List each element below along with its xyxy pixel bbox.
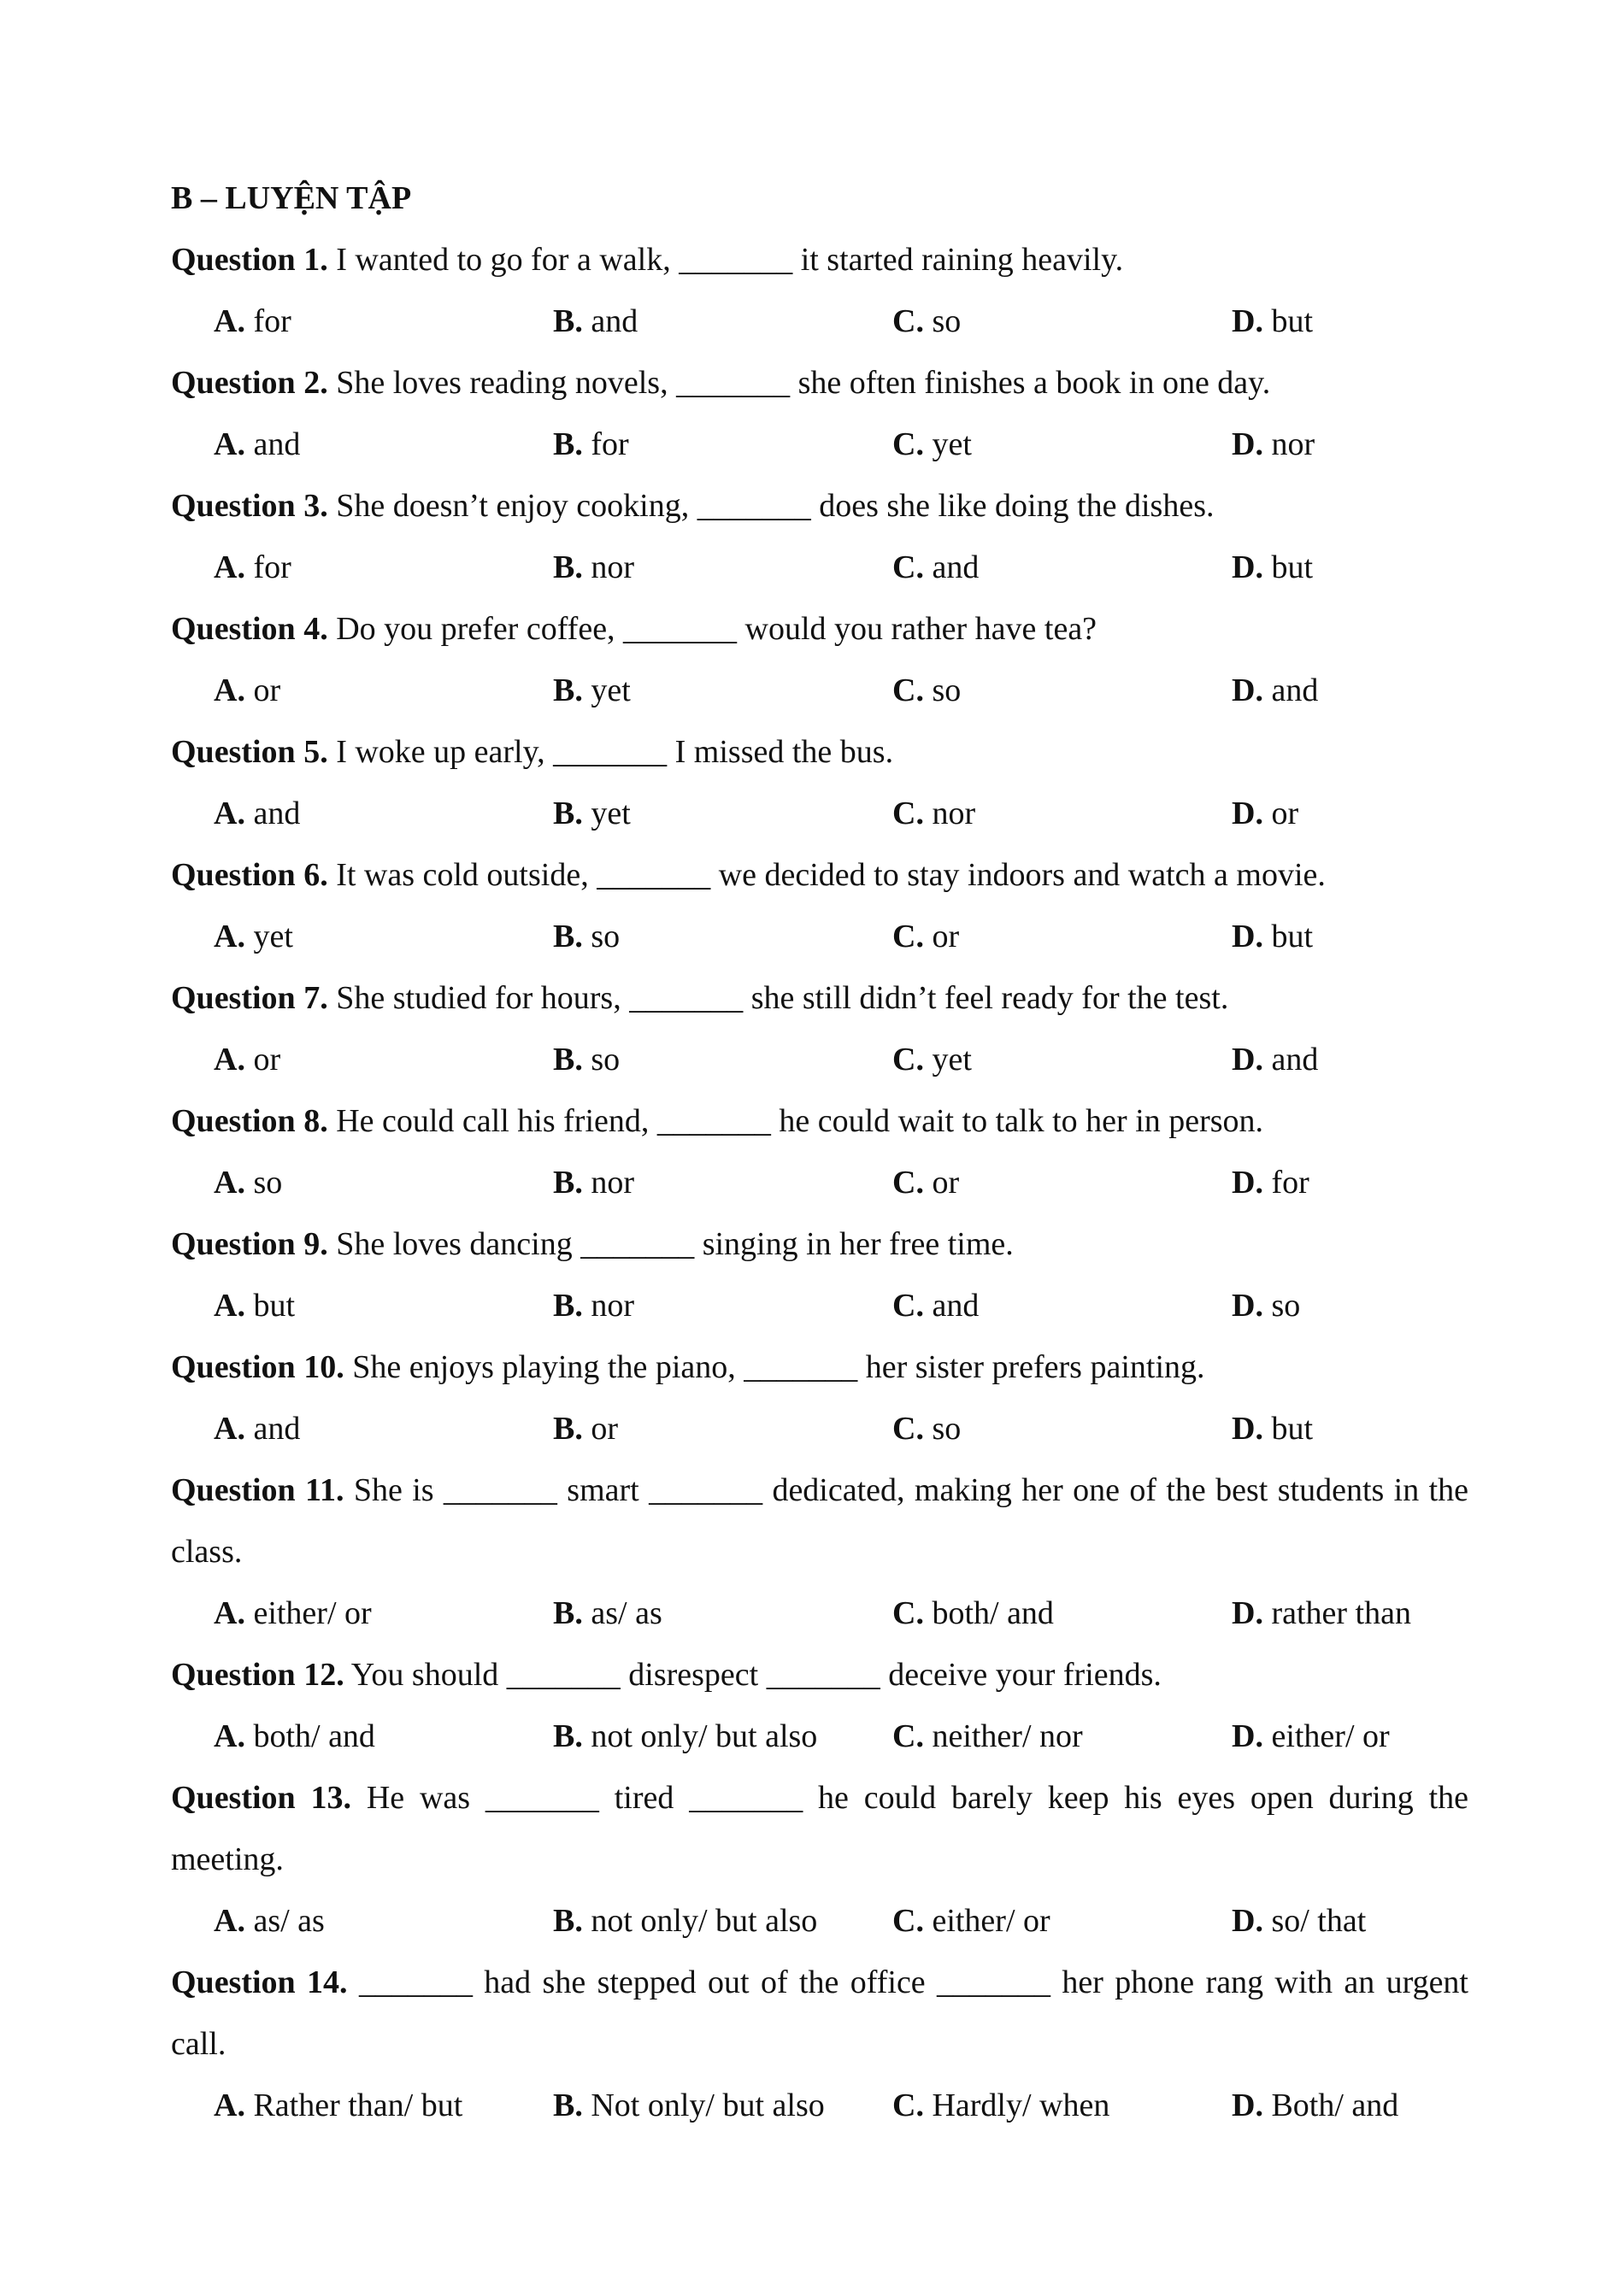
option-letter: C. bbox=[892, 549, 924, 585]
option-letter: C. bbox=[892, 919, 924, 954]
option-text: or bbox=[253, 672, 281, 708]
option-letter: A. bbox=[214, 549, 245, 585]
answer-option[interactable] bbox=[553, 1398, 892, 1459]
option-text: so bbox=[591, 1042, 621, 1078]
question-number: Question 1. bbox=[171, 242, 328, 278]
option-letter: C. bbox=[892, 1288, 924, 1324]
answer-option[interactable] bbox=[1232, 537, 1313, 598]
answer-option[interactable] bbox=[892, 1583, 1232, 1644]
answer-options bbox=[171, 537, 1468, 598]
answer-option[interactable] bbox=[1232, 1398, 1313, 1459]
option-letter: D. bbox=[1232, 1718, 1263, 1754]
question-number: Question 4. bbox=[171, 611, 328, 647]
option-text: nor bbox=[932, 796, 976, 831]
answer-option[interactable] bbox=[892, 537, 1232, 598]
answer-option[interactable] bbox=[553, 660, 892, 721]
section-title: B – LUYỆN TẬP bbox=[171, 180, 412, 216]
question-block bbox=[171, 1644, 1468, 1767]
option-letter: B. bbox=[553, 1411, 583, 1447]
option-letter: C. bbox=[892, 2088, 924, 2123]
option-letter: B. bbox=[553, 1595, 583, 1631]
answer-option[interactable] bbox=[553, 414, 892, 475]
answer-option[interactable] bbox=[892, 1275, 1232, 1336]
answer-option[interactable] bbox=[214, 660, 553, 721]
option-letter: B. bbox=[553, 1718, 583, 1754]
answer-option[interactable] bbox=[214, 537, 553, 598]
option-text: not only/ but also bbox=[591, 1718, 818, 1754]
answer-option[interactable] bbox=[214, 783, 553, 844]
question-stem bbox=[171, 1952, 1468, 2075]
question-block bbox=[171, 229, 1468, 352]
option-letter: C. bbox=[892, 303, 924, 339]
question-number: Question 9. bbox=[171, 1226, 328, 1262]
answer-option[interactable] bbox=[214, 1583, 553, 1644]
option-text: nor bbox=[1271, 426, 1315, 462]
question-stem bbox=[171, 1090, 1468, 1152]
answer-option[interactable] bbox=[214, 2075, 553, 2136]
option-letter: C. bbox=[892, 1718, 924, 1754]
option-letter: A. bbox=[214, 919, 245, 954]
option-letter: D. bbox=[1232, 549, 1263, 585]
answer-option[interactable] bbox=[553, 1706, 892, 1767]
answer-option[interactable] bbox=[553, 291, 892, 352]
question-stem bbox=[171, 229, 1468, 291]
question-block bbox=[171, 1459, 1468, 1644]
option-text: Not only/ but also bbox=[591, 2088, 825, 2123]
answer-options bbox=[171, 1152, 1468, 1213]
answer-options bbox=[171, 906, 1468, 967]
option-text: or bbox=[253, 1042, 281, 1078]
option-letter: B. bbox=[553, 1165, 583, 1201]
option-letter: D. bbox=[1232, 426, 1263, 462]
question-number: Question 13. bbox=[171, 1780, 352, 1816]
option-text: both/ and bbox=[253, 1718, 375, 1754]
answer-option[interactable] bbox=[892, 291, 1232, 352]
answer-option[interactable] bbox=[553, 906, 892, 967]
option-text: so bbox=[1271, 1288, 1301, 1324]
option-text: or bbox=[932, 919, 960, 954]
question-text: I wanted to go for a walk, _______ it started raining heavily. bbox=[336, 242, 1124, 278]
answer-option[interactable] bbox=[892, 1706, 1232, 1767]
option-letter: B. bbox=[553, 303, 583, 339]
answer-options bbox=[171, 1029, 1468, 1090]
answer-options bbox=[171, 1275, 1468, 1336]
option-text: Hardly/ when bbox=[932, 2088, 1110, 2123]
option-letter: B. bbox=[553, 1042, 583, 1078]
answer-options bbox=[171, 1706, 1468, 1767]
option-letter: B. bbox=[553, 672, 583, 708]
option-text: and bbox=[253, 1411, 301, 1447]
question-text: She loves reading novels, _______ she often finishes a book in one day. bbox=[336, 365, 1271, 401]
answer-option[interactable] bbox=[553, 1152, 892, 1213]
option-text: and bbox=[932, 549, 980, 585]
question-text: She doesn’t enjoy cooking, _______ does she like doing the dishes. bbox=[336, 488, 1215, 524]
answer-option[interactable] bbox=[214, 906, 553, 967]
option-letter: D. bbox=[1232, 1165, 1263, 1201]
question-text: She is _______ smart _______ dedicated, making her one of the best students in the class. bbox=[171, 1472, 1469, 1570]
option-letter: D. bbox=[1232, 1903, 1263, 1939]
option-letter: C. bbox=[892, 672, 924, 708]
option-text: so bbox=[932, 1411, 962, 1447]
option-text: so bbox=[591, 919, 621, 954]
question-block bbox=[171, 1952, 1468, 2136]
option-text: nor bbox=[591, 549, 635, 585]
option-text: nor bbox=[591, 1165, 635, 1201]
option-text: for bbox=[253, 549, 291, 585]
option-text: for bbox=[1271, 1165, 1309, 1201]
option-letter: B. bbox=[553, 2088, 583, 2123]
option-letter: B. bbox=[553, 1288, 583, 1324]
question-text: _______ had she stepped out of the office _______ her phone rang with an urgent call. bbox=[171, 1964, 1468, 2062]
option-text: yet bbox=[932, 1042, 972, 1078]
answer-option[interactable] bbox=[214, 1029, 553, 1090]
option-text: and bbox=[932, 1288, 980, 1324]
question-text: It was cold outside, _______ we decided to stay indoors and watch a movie. bbox=[336, 857, 1326, 893]
question-text: She enjoys playing the piano, _______ her sister prefers painting. bbox=[352, 1349, 1205, 1385]
option-letter: A. bbox=[214, 1595, 245, 1631]
answer-option[interactable] bbox=[892, 1152, 1232, 1213]
option-letter: C. bbox=[892, 1411, 924, 1447]
question-text: He was _______ tired _______ he could barely keep his eyes open during the meeting. bbox=[171, 1780, 1468, 1877]
answer-option[interactable] bbox=[892, 2075, 1232, 2136]
option-letter: C. bbox=[892, 1595, 924, 1631]
option-text: for bbox=[591, 426, 629, 462]
option-text: or bbox=[932, 1165, 960, 1201]
answer-option[interactable] bbox=[1232, 1275, 1300, 1336]
answer-option[interactable] bbox=[214, 1890, 553, 1952]
answer-option[interactable] bbox=[214, 1275, 553, 1336]
option-text: either/ or bbox=[932, 1903, 1050, 1939]
question-text: She loves dancing _______ singing in her free time. bbox=[336, 1226, 1014, 1262]
option-text: yet bbox=[591, 672, 631, 708]
option-letter: A. bbox=[214, 1718, 245, 1754]
question-number: Question 8. bbox=[171, 1103, 328, 1139]
question-number: Question 2. bbox=[171, 365, 328, 401]
option-letter: D. bbox=[1232, 2088, 1263, 2123]
answer-option[interactable] bbox=[1232, 906, 1313, 967]
answer-option[interactable] bbox=[892, 1029, 1232, 1090]
answer-options bbox=[171, 1890, 1468, 1952]
option-text: not only/ but also bbox=[591, 1903, 818, 1939]
option-text: for bbox=[253, 303, 291, 339]
question-number: Question 10. bbox=[171, 1349, 344, 1385]
option-letter: D. bbox=[1232, 1411, 1263, 1447]
question-stem bbox=[171, 721, 1468, 783]
question-block bbox=[171, 598, 1468, 721]
question-stem bbox=[171, 1336, 1468, 1398]
option-text: but bbox=[1271, 1411, 1314, 1447]
answer-option[interactable] bbox=[214, 1706, 553, 1767]
answer-option[interactable] bbox=[1232, 783, 1298, 844]
question-text: I woke up early, _______ I missed the bus. bbox=[336, 734, 894, 770]
answer-options bbox=[171, 2075, 1468, 2136]
question-stem bbox=[171, 1767, 1468, 1890]
question-stem bbox=[171, 967, 1468, 1029]
answer-option[interactable] bbox=[892, 783, 1232, 844]
option-letter: A. bbox=[214, 1903, 245, 1939]
option-text: or bbox=[1271, 796, 1299, 831]
answer-option[interactable] bbox=[553, 1890, 892, 1952]
option-letter: A. bbox=[214, 796, 245, 831]
answer-option[interactable] bbox=[1232, 1152, 1309, 1213]
answer-option[interactable] bbox=[214, 414, 553, 475]
worksheet-page bbox=[171, 167, 1468, 2136]
question-text: You should _______ disrespect _______ deceive your friends. bbox=[350, 1657, 1162, 1693]
answer-option[interactable] bbox=[1232, 1583, 1411, 1644]
option-text: so/ that bbox=[1271, 1903, 1367, 1939]
option-text: either/ or bbox=[1271, 1718, 1390, 1754]
option-text: as/ as bbox=[591, 1595, 662, 1631]
answer-option[interactable] bbox=[553, 1583, 892, 1644]
option-letter: B. bbox=[553, 549, 583, 585]
question-stem bbox=[171, 352, 1468, 414]
answer-option[interactable] bbox=[892, 906, 1232, 967]
option-text: neither/ nor bbox=[932, 1718, 1083, 1754]
question-number: Question 6. bbox=[171, 857, 328, 893]
option-text: but bbox=[1271, 303, 1314, 339]
question-stem bbox=[171, 1213, 1468, 1275]
option-text: or bbox=[591, 1411, 619, 1447]
option-text: Rather than/ but bbox=[253, 2088, 463, 2123]
question-number: Question 12. bbox=[171, 1657, 344, 1693]
answer-option[interactable] bbox=[214, 1398, 553, 1459]
answer-option[interactable] bbox=[214, 291, 553, 352]
option-text: but bbox=[1271, 549, 1314, 585]
option-text: rather than bbox=[1271, 1595, 1411, 1631]
option-text: as/ as bbox=[253, 1903, 325, 1939]
option-text: so bbox=[253, 1165, 283, 1201]
question-block bbox=[171, 1767, 1468, 1952]
question-text: He could call his friend, _______ he could wait to talk to her in person. bbox=[336, 1103, 1264, 1139]
question-text: She studied for hours, _______ she still didn’t feel ready for the test. bbox=[336, 980, 1229, 1016]
question-block bbox=[171, 721, 1468, 844]
answer-option[interactable] bbox=[892, 1890, 1232, 1952]
answer-option[interactable] bbox=[1232, 1029, 1318, 1090]
answer-option[interactable] bbox=[1232, 660, 1318, 721]
question-stem bbox=[171, 1459, 1468, 1583]
option-letter: B. bbox=[553, 796, 583, 831]
option-text: nor bbox=[591, 1288, 635, 1324]
answer-option[interactable] bbox=[892, 660, 1232, 721]
option-text: either/ or bbox=[253, 1595, 372, 1631]
option-text: so bbox=[932, 672, 962, 708]
answer-option[interactable] bbox=[1232, 1706, 1390, 1767]
option-letter: D. bbox=[1232, 1595, 1263, 1631]
answer-option[interactable] bbox=[553, 537, 892, 598]
question-stem bbox=[171, 598, 1468, 660]
option-letter: B. bbox=[553, 426, 583, 462]
answer-option[interactable] bbox=[553, 2075, 892, 2136]
question-block bbox=[171, 844, 1468, 967]
answer-option[interactable] bbox=[1232, 2075, 1398, 2136]
answer-options bbox=[171, 414, 1468, 475]
option-letter: C. bbox=[892, 1042, 924, 1078]
option-letter: C. bbox=[892, 1903, 924, 1939]
option-letter: A. bbox=[214, 426, 245, 462]
question-number: Question 14. bbox=[171, 1964, 348, 2000]
question-block bbox=[171, 1090, 1468, 1213]
question-block bbox=[171, 475, 1468, 598]
answer-option[interactable] bbox=[892, 1398, 1232, 1459]
question-block bbox=[171, 1213, 1468, 1336]
answer-option[interactable] bbox=[892, 414, 1232, 475]
option-text: yet bbox=[591, 796, 631, 831]
option-text: and bbox=[591, 303, 638, 339]
question-number: Question 3. bbox=[171, 488, 328, 524]
option-letter: C. bbox=[892, 1165, 924, 1201]
answer-options bbox=[171, 1583, 1468, 1644]
question-list bbox=[171, 229, 1468, 2136]
question-number: Question 11. bbox=[171, 1472, 344, 1508]
answer-option[interactable] bbox=[1232, 1890, 1366, 1952]
option-letter: D. bbox=[1232, 796, 1263, 831]
option-letter: A. bbox=[214, 1042, 245, 1078]
option-letter: A. bbox=[214, 2088, 245, 2123]
answer-options bbox=[171, 1398, 1468, 1459]
option-letter: A. bbox=[214, 672, 245, 708]
option-letter: D. bbox=[1232, 303, 1263, 339]
question-block bbox=[171, 967, 1468, 1090]
question-text: Do you prefer coffee, _______ would you rather have tea? bbox=[336, 611, 1097, 647]
option-letter: B. bbox=[553, 919, 583, 954]
option-letter: D. bbox=[1232, 919, 1263, 954]
question-stem bbox=[171, 475, 1468, 537]
option-text: but bbox=[1271, 919, 1314, 954]
option-text: and bbox=[253, 796, 301, 831]
option-text: yet bbox=[932, 426, 972, 462]
option-text: so bbox=[932, 303, 962, 339]
option-text: and bbox=[253, 426, 301, 462]
question-number: Question 7. bbox=[171, 980, 328, 1016]
option-letter: A. bbox=[214, 1411, 245, 1447]
option-letter: C. bbox=[892, 426, 924, 462]
option-letter: D. bbox=[1232, 1042, 1263, 1078]
question-stem bbox=[171, 1644, 1468, 1706]
answer-option[interactable] bbox=[214, 1152, 553, 1213]
answer-options bbox=[171, 783, 1468, 844]
option-letter: D. bbox=[1232, 672, 1263, 708]
option-text: and bbox=[1271, 1042, 1319, 1078]
option-text: Both/ and bbox=[1271, 2088, 1399, 2123]
answer-option[interactable] bbox=[1232, 414, 1315, 475]
answer-option[interactable] bbox=[553, 1029, 892, 1090]
question-block bbox=[171, 352, 1468, 475]
answer-options bbox=[171, 291, 1468, 352]
option-text: both/ and bbox=[932, 1595, 1054, 1631]
option-text: and bbox=[1271, 672, 1319, 708]
question-block bbox=[171, 1336, 1468, 1459]
option-letter: C. bbox=[892, 796, 924, 831]
answer-option[interactable] bbox=[553, 783, 892, 844]
answer-option[interactable] bbox=[1232, 291, 1313, 352]
option-text: yet bbox=[253, 919, 293, 954]
option-letter: A. bbox=[214, 1165, 245, 1201]
answer-option[interactable] bbox=[553, 1275, 892, 1336]
option-letter: A. bbox=[214, 303, 245, 339]
option-letter: B. bbox=[553, 1903, 583, 1939]
question-number: Question 5. bbox=[171, 734, 328, 770]
option-letter: A. bbox=[214, 1288, 245, 1324]
question-stem bbox=[171, 844, 1468, 906]
option-letter: D. bbox=[1232, 1288, 1263, 1324]
answer-options bbox=[171, 660, 1468, 721]
option-text: but bbox=[253, 1288, 296, 1324]
